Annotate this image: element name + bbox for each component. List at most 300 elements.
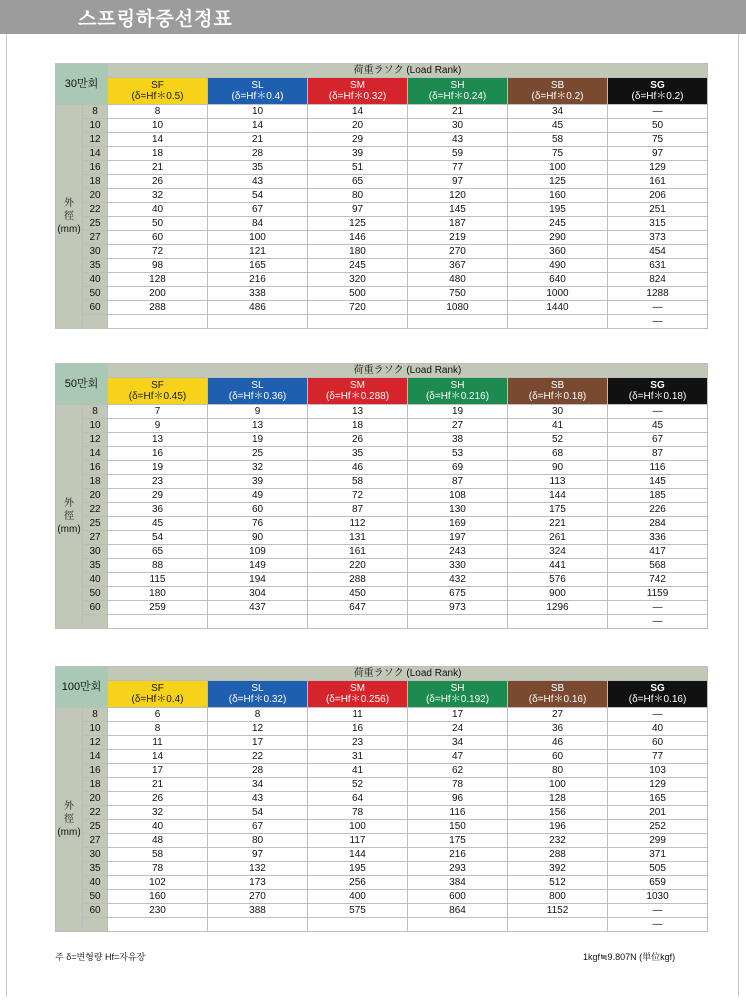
load-value-cell: 161 [608, 175, 708, 189]
load-value-cell: 120 [408, 189, 508, 203]
load-value-cell: 288 [108, 301, 208, 315]
load-value-cell: 575 [308, 904, 408, 918]
grade-code: SM [350, 683, 366, 694]
grade-header-sm [308, 681, 408, 708]
load-value-cell: 35 [208, 161, 308, 175]
table-row [56, 559, 708, 573]
load-rank-header: 荷重ラソク (Load Rank) [108, 667, 708, 681]
load-value-cell: 29 [108, 489, 208, 503]
load-value-cell: — [608, 315, 708, 329]
table-row [56, 545, 708, 559]
load-value-cell: 100 [208, 231, 308, 245]
axis-label-line: 徑 [64, 814, 74, 825]
table-row [56, 161, 708, 175]
load-value-cell: 144 [508, 489, 608, 503]
axis-label-line: (mm) [57, 827, 81, 838]
table-row [56, 301, 708, 315]
load-value-cell: — [608, 615, 708, 629]
table-row [56, 105, 708, 119]
load-value-cell: 47 [408, 750, 508, 764]
load-value-cell: 130 [408, 503, 508, 517]
load-value-cell: 195 [308, 862, 408, 876]
load-value-cell: 17 [408, 708, 508, 722]
diameter-cell: 30 [83, 848, 108, 862]
grade-formula: (δ=Hf＊0.216) [425, 391, 490, 402]
load-value-cell: 34 [208, 778, 308, 792]
footnote-units: 1kgf≒9.807N (単位kgf) [583, 952, 676, 962]
load-value-cell: 336 [608, 531, 708, 545]
load-value-cell: 116 [408, 806, 508, 820]
diameter-cell: 27 [83, 531, 108, 545]
grade-formula: (δ=Hf＊0.32) [328, 91, 387, 102]
load-value-cell: 454 [608, 245, 708, 259]
load-value-cell: 14 [208, 119, 308, 133]
load-value-cell: 221 [508, 517, 608, 531]
load-value-cell: 58 [308, 475, 408, 489]
diameter-cell: 14 [83, 750, 108, 764]
table-row [56, 189, 708, 203]
grade-code: SG [650, 80, 665, 91]
load-value-cell: 175 [408, 834, 508, 848]
load-value-cell: 490 [508, 259, 608, 273]
diameter-cell: 27 [83, 834, 108, 848]
grade-code: SB [550, 380, 565, 391]
load-value-cell: 32 [108, 806, 208, 820]
load-value-cell: 173 [208, 876, 308, 890]
grade-header-sm [308, 378, 408, 405]
load-value-cell: 43 [208, 792, 308, 806]
load-value-cell: — [608, 918, 708, 932]
table-row [56, 405, 708, 419]
axis-label-line: 外 [64, 498, 74, 509]
load-value-cell: 115 [108, 573, 208, 587]
diameter-cell: 30 [83, 545, 108, 559]
load-value-cell: 45 [508, 119, 608, 133]
grade-formula: (δ=Hf＊0.4) [231, 91, 284, 102]
diameter-cell: 12 [83, 736, 108, 750]
load-value-cell: 88 [108, 559, 208, 573]
load-value-cell: 51 [308, 161, 408, 175]
grade-header-sb [508, 78, 608, 105]
load-value-cell: 28 [208, 764, 308, 778]
load-value-cell: 43 [408, 133, 508, 147]
load-value-cell: 392 [508, 862, 608, 876]
grade-header-sg [608, 681, 708, 708]
load-value-cell: 98 [108, 259, 208, 273]
outer-diameter-axis-label [56, 708, 83, 932]
load-table [55, 666, 708, 932]
load-value-cell: 18 [308, 419, 408, 433]
table-row [56, 876, 708, 890]
load-value-cell: 108 [408, 489, 508, 503]
table-row [56, 890, 708, 904]
table-row [56, 461, 708, 475]
load-value-cell: 631 [608, 259, 708, 273]
load-value-cell: 230 [108, 904, 208, 918]
load-value-cell: 60 [508, 750, 608, 764]
grade-header-sb [508, 378, 608, 405]
diameter-cell: 12 [83, 433, 108, 447]
diameter-cell: 16 [83, 161, 108, 175]
load-value-cell: 16 [108, 447, 208, 461]
load-value-cell [508, 315, 608, 329]
load-value-cell: 1080 [408, 301, 508, 315]
load-value-cell: 87 [308, 503, 408, 517]
diameter-cell: 10 [83, 119, 108, 133]
load-value-cell: 87 [608, 447, 708, 461]
diameter-cell: 35 [83, 559, 108, 573]
load-value-cell: 46 [308, 461, 408, 475]
load-value-cell: 77 [608, 750, 708, 764]
diameter-cell: 8 [83, 405, 108, 419]
load-value-cell: 197 [408, 531, 508, 545]
grade-formula: (δ=Hf＊0.32) [228, 694, 287, 705]
load-value-cell [208, 918, 308, 932]
load-value-cell: 232 [508, 834, 608, 848]
load-value-cell: 13 [108, 433, 208, 447]
load-value-cell: 196 [508, 820, 608, 834]
load-value-cell: 1296 [508, 601, 608, 615]
table-row [56, 708, 708, 722]
load-value-cell: 149 [208, 559, 308, 573]
diameter-cell: 35 [83, 259, 108, 273]
load-value-cell: 62 [408, 764, 508, 778]
grade-code: SB [550, 80, 565, 91]
load-value-cell: 30 [408, 119, 508, 133]
load-value-cell: 21 [108, 161, 208, 175]
grade-code: SL [251, 80, 264, 91]
load-rank-header: 荷重ラソク (Load Rank) [108, 364, 708, 378]
outer-diameter-axis-label [56, 105, 83, 329]
diameter-cell: 25 [83, 820, 108, 834]
outer-diameter-axis-label [56, 405, 83, 629]
table-row [56, 433, 708, 447]
load-value-cell: 576 [508, 573, 608, 587]
load-value-cell: 320 [308, 273, 408, 287]
load-value-cell: 261 [508, 531, 608, 545]
table-row [56, 147, 708, 161]
grade-header-sl [208, 681, 308, 708]
load-value-cell [508, 918, 608, 932]
load-value-cell: 100 [308, 820, 408, 834]
diameter-cell: 40 [83, 273, 108, 287]
load-value-cell: 75 [608, 133, 708, 147]
load-value-cell: 160 [108, 890, 208, 904]
load-value-cell: 90 [508, 461, 608, 475]
load-value-cell: 131 [308, 531, 408, 545]
load-value-cell: 720 [308, 301, 408, 315]
load-value-cell: 750 [408, 287, 508, 301]
table-row [56, 834, 708, 848]
load-value-cell: 90 [208, 531, 308, 545]
table-row [56, 273, 708, 287]
load-value-cell: 67 [208, 203, 308, 217]
load-value-cell: 48 [108, 834, 208, 848]
diameter-cell: 25 [83, 217, 108, 231]
load-value-cell: 206 [608, 189, 708, 203]
load-value-cell: 10 [108, 119, 208, 133]
load-value-cell: 39 [308, 147, 408, 161]
grade-code: SF [151, 380, 164, 391]
axis-label-line: 徑 [64, 211, 74, 222]
load-value-cell: 96 [408, 792, 508, 806]
load-value-cell: 54 [108, 531, 208, 545]
load-value-cell: 54 [208, 806, 308, 820]
grade-formula: (δ=Hf＊0.4) [131, 694, 184, 705]
diameter-cell: 50 [83, 890, 108, 904]
load-value-cell: 78 [308, 806, 408, 820]
load-value-cell: 12 [208, 722, 308, 736]
load-value-cell: 27 [408, 419, 508, 433]
load-value-cell: 19 [208, 433, 308, 447]
load-value-cell: 800 [508, 890, 608, 904]
load-value-cell: 20 [308, 119, 408, 133]
load-value-cell: 65 [108, 545, 208, 559]
grade-header-sm [308, 78, 408, 105]
load-value-cell: 75 [508, 147, 608, 161]
load-value-cell: 87 [408, 475, 508, 489]
load-value-cell [308, 615, 408, 629]
load-value-cell: 59 [408, 147, 508, 161]
table-row [56, 862, 708, 876]
load-value-cell: 69 [408, 461, 508, 475]
cycle-count-label: 100만회 [56, 667, 108, 708]
diameter-cell: 14 [83, 147, 108, 161]
grade-code: SH [450, 80, 465, 91]
table-row [56, 231, 708, 245]
load-value-cell: 160 [508, 189, 608, 203]
grade-code: SM [350, 80, 365, 91]
grade-code: SL [251, 380, 264, 391]
axis-label-line: (mm) [57, 224, 81, 235]
load-value-cell: 388 [208, 904, 308, 918]
load-value-cell [508, 615, 608, 629]
load-value-cell: 67 [208, 820, 308, 834]
diameter-cell: 8 [83, 708, 108, 722]
grade-header-sf [108, 681, 208, 708]
load-value-cell: 500 [308, 287, 408, 301]
load-value-cell: 195 [508, 203, 608, 217]
diameter-cell: 10 [83, 722, 108, 736]
load-value-cell: 65 [308, 175, 408, 189]
load-value-cell: 169 [408, 517, 508, 531]
grade-formula: (δ=Hf＊0.45) [128, 391, 187, 402]
axis-label-line: 外 [64, 198, 74, 209]
load-value-cell: 113 [508, 475, 608, 489]
load-value-cell: 288 [308, 573, 408, 587]
load-value-cell: 200 [108, 287, 208, 301]
load-value-cell: 52 [508, 433, 608, 447]
load-value-cell: 201 [608, 806, 708, 820]
load-value-cell: 45 [608, 419, 708, 433]
load-value-cell: 194 [208, 573, 308, 587]
load-value-cell [408, 615, 508, 629]
table-row [56, 806, 708, 820]
load-value-cell: 1152 [508, 904, 608, 918]
load-value-cell: 270 [408, 245, 508, 259]
load-value-cell: — [608, 105, 708, 119]
load-value-cell: 400 [308, 890, 408, 904]
load-value-cell: 30 [508, 405, 608, 419]
load-value-cell: 19 [408, 405, 508, 419]
load-value-cell: 180 [308, 245, 408, 259]
load-value-cell: 36 [108, 503, 208, 517]
load-value-cell: 145 [408, 203, 508, 217]
grade-code: SF [151, 683, 164, 694]
grade-formula: (δ=Hf＊0.18) [628, 391, 687, 402]
table-row [56, 918, 708, 932]
table-row [56, 722, 708, 736]
load-value-cell: 338 [208, 287, 308, 301]
load-value-cell: — [608, 405, 708, 419]
load-value-cell: 58 [508, 133, 608, 147]
load-value-cell: 16 [308, 722, 408, 736]
load-value-cell: 11 [308, 708, 408, 722]
load-value-cell: 437 [208, 601, 308, 615]
diameter-cell: 35 [83, 862, 108, 876]
load-value-cell: 26 [108, 792, 208, 806]
grade-formula: (δ=Hf＊0.288) [325, 391, 390, 402]
load-value-cell [108, 315, 208, 329]
load-value-cell: 304 [208, 587, 308, 601]
table-row [56, 904, 708, 918]
load-value-cell: 80 [508, 764, 608, 778]
load-value-cell: 11 [108, 736, 208, 750]
diameter-cell: 50 [83, 287, 108, 301]
load-value-cell: 220 [308, 559, 408, 573]
load-value-cell: 659 [608, 876, 708, 890]
load-value-cell [208, 315, 308, 329]
load-value-cell: 50 [108, 217, 208, 231]
grade-code: SM [350, 380, 365, 391]
load-value-cell: 675 [408, 587, 508, 601]
load-value-cell [108, 615, 208, 629]
load-value-cell: 373 [608, 231, 708, 245]
load-value-cell: 97 [408, 175, 508, 189]
load-value-cell: 14 [108, 133, 208, 147]
page-title: 스프링하중선정표 [78, 8, 233, 30]
load-value-cell: 245 [308, 259, 408, 273]
load-value-cell: 116 [608, 461, 708, 475]
table-row [56, 419, 708, 433]
load-value-cell [108, 918, 208, 932]
load-value-cell: 226 [608, 503, 708, 517]
table-row [56, 217, 708, 231]
load-value-cell: 39 [208, 475, 308, 489]
load-value-cell: 824 [608, 273, 708, 287]
load-value-cell: 28 [208, 147, 308, 161]
load-value-cell: 864 [408, 904, 508, 918]
load-value-cell: 640 [508, 273, 608, 287]
load-value-cell: 8 [108, 722, 208, 736]
diameter-cell: 40 [83, 876, 108, 890]
load-value-cell: 100 [508, 778, 608, 792]
load-value-cell: 78 [108, 862, 208, 876]
table-row [56, 245, 708, 259]
table-row [56, 848, 708, 862]
load-value-cell: 14 [108, 750, 208, 764]
diameter-cell: 12 [83, 133, 108, 147]
load-value-cell: 43 [208, 175, 308, 189]
load-value-cell: 384 [408, 876, 508, 890]
diameter-cell: 60 [83, 301, 108, 315]
load-value-cell: 21 [208, 133, 308, 147]
load-value-cell: 600 [408, 890, 508, 904]
load-value-cell: 19 [108, 461, 208, 475]
load-value-cell: 180 [108, 587, 208, 601]
diameter-cell [83, 918, 108, 932]
load-value-cell: 52 [308, 778, 408, 792]
load-value-cell [208, 615, 308, 629]
table-row [56, 750, 708, 764]
table-row [56, 287, 708, 301]
load-value-cell: 371 [608, 848, 708, 862]
load-value-cell: 32 [208, 461, 308, 475]
load-value-cell: 330 [408, 559, 508, 573]
grade-code: SL [251, 683, 264, 694]
load-value-cell: 360 [508, 245, 608, 259]
load-value-cell: 10 [208, 105, 308, 119]
load-value-cell: 512 [508, 876, 608, 890]
load-value-cell: — [608, 601, 708, 615]
table-row [56, 447, 708, 461]
load-value-cell: 132 [208, 862, 308, 876]
load-value-cell: 32 [108, 189, 208, 203]
load-value-cell: 243 [408, 545, 508, 559]
load-value-cell: 973 [408, 601, 508, 615]
load-value-cell: 121 [208, 245, 308, 259]
load-value-cell: 25 [208, 447, 308, 461]
table-row [56, 517, 708, 531]
load-value-cell: 53 [408, 447, 508, 461]
diameter-cell: 30 [83, 245, 108, 259]
grade-formula: (δ=Hf＊0.18) [528, 391, 587, 402]
page-header [0, 0, 746, 34]
load-value-cell: 288 [508, 848, 608, 862]
load-value-cell: 251 [608, 203, 708, 217]
grade-code: SH [450, 380, 465, 391]
grade-formula: (δ=Hf＊0.24) [428, 91, 487, 102]
grade-header-sg [608, 378, 708, 405]
load-value-cell: 41 [308, 764, 408, 778]
load-value-cell: 129 [608, 778, 708, 792]
table-row [56, 764, 708, 778]
load-value-cell: 58 [108, 848, 208, 862]
load-value-cell: 34 [408, 736, 508, 750]
load-value-cell: 84 [208, 217, 308, 231]
load-value-cell: 367 [408, 259, 508, 273]
grade-code: SF [151, 80, 164, 91]
load-value-cell: 1159 [608, 587, 708, 601]
load-value-cell: 216 [208, 273, 308, 287]
load-value-cell: 1288 [608, 287, 708, 301]
grade-code: SG [650, 380, 665, 391]
load-value-cell: 72 [308, 489, 408, 503]
load-value-cell: 129 [608, 161, 708, 175]
diameter-cell: 60 [83, 904, 108, 918]
axis-label-line: (mm) [57, 524, 81, 535]
load-value-cell: 97 [608, 147, 708, 161]
load-value-cell: 144 [308, 848, 408, 862]
grade-formula: (δ=Hf＊0.16) [628, 694, 687, 705]
load-value-cell: 293 [408, 862, 508, 876]
diameter-cell: 16 [83, 461, 108, 475]
load-value-cell: 24 [408, 722, 508, 736]
load-value-cell: 36 [508, 722, 608, 736]
load-value-cell: 187 [408, 217, 508, 231]
diameter-cell: 22 [83, 203, 108, 217]
load-value-cell: 40 [608, 722, 708, 736]
